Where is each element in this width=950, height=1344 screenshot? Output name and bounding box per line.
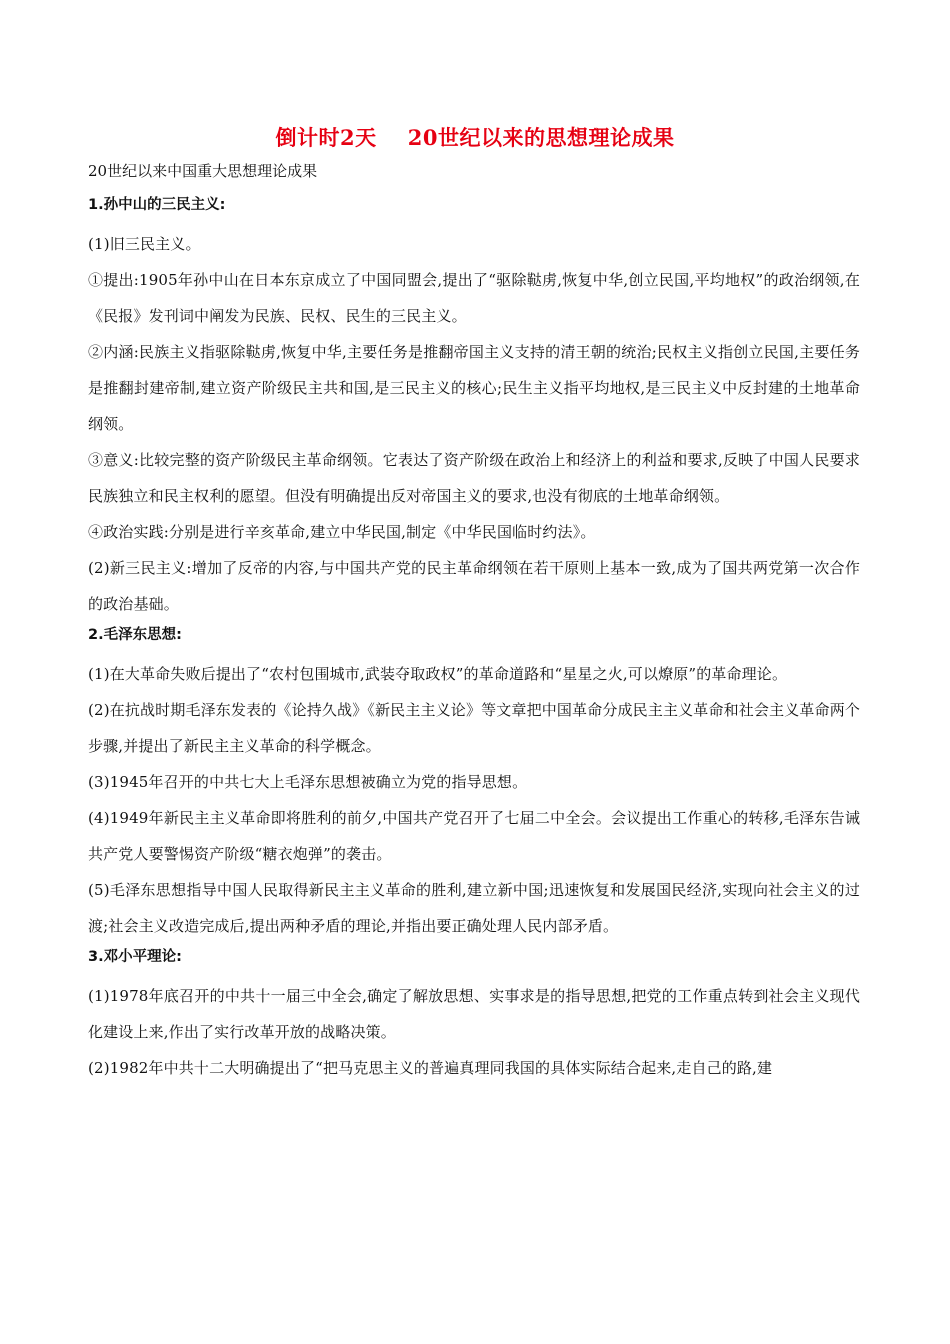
paragraph: (4)1949年新民主主义革命即将胜利的前夕,中国共产党召开了七届二中全会。会议提出工作重心的转移,毛泽东告诫共产党人要警惕资产阶级“糖衣炮弹”的袭击。 [88,809,860,863]
paragraph: ④政治实践:分别是进行辛亥革命,建立中华民国,制定《中华民国临时约法》。 [88,523,596,541]
section-mao-zedong-thought [88,622,860,944]
paragraph: (3)1945年召开的中共七大上毛泽东思想被确立为党的指导思想。 [88,773,528,791]
section-heading: 3.邓小平理论: [88,949,182,965]
document-subtitle: 20世纪以来中国重大思想理论成果 [88,162,318,180]
document-body [88,158,860,1086]
paragraph: (1)在大革命失败后提出了“农村包围城市,武装夺取政权”的革命道路和“星星之火,可以燎原”的革命理论。 [88,665,788,683]
paragraph: (5)毛泽东思想指导中国人民取得新民主主义革命的胜利,建立新中国;迅速恢复和发展国民经济,实现向社会主义的过渡;社会主义改造完成后,提出两种矛盾的理论,并指出要正确处理人民内部矛盾。 [88,881,860,935]
section-heading: 1.孙中山的三民主义: [88,197,226,213]
paragraph: ③意义:比较完整的资产阶级民主革命纲领。它表达了资产阶级在政治上和经济上的利益和要求,反映了中国人民要求民族独立和民主权利的愿望。但没有明确提出反对帝国主义的要求,也没有彻底的土地革命纲领。 [88,451,860,505]
paragraph: ②内涵:民族主义指驱除鞑虏,恢复中华,主要任务是推翻帝国主义支持的清王朝的统治;民权主义指创立民国,主要任务是推翻封建帝制,建立资产阶级民主共和国,是三民主义的核心;民生主义指平均地权,是三民主义中反封建的土地革命纲领。 [88,343,860,433]
paragraph: (2)1982年中共十二大明确提出了“把马克思主义的普遍真理同我国的具体实际结合起来,走自己的路,建 [88,1059,773,1077]
section-deng-xiaoping-theory [88,944,860,1086]
paragraph: (2)在抗战时期毛泽东发表的《论持久战》《新民主主义论》等文章把中国革命分成民主主义革命和社会主义革命两个步骤,并提出了新民主主义革命的科学概念。 [88,701,860,755]
paragraph: (2)新三民主义:增加了反帝的内容,与中国共产党的民主革命纲领在若干原则上基本一致,成为了国共两党第一次合作的政治基础。 [88,559,860,613]
section-sun-yat-sen [88,192,860,622]
paragraph: ①提出:1905年孙中山在日本东京成立了中国同盟会,提出了“驱除鞑虏,恢复中华,创立民国,平均地权”的政治纲领,在《民报》发刊词中阐发为民族、民权、民生的三民主义。 [88,271,860,325]
page-title: 倒计时2天 20世纪以来的思想理论成果 [275,125,675,150]
paragraph: (1)1978年底召开的中共十一届三中全会,确定了解放思想、实事求是的指导思想,把党的工作重点转到社会主义现代化建设上来,作出了实行改革开放的战略决策。 [88,987,860,1041]
paragraph: (1)旧三民主义。 [88,235,201,253]
section-heading: 2.毛泽东思想: [88,627,182,643]
